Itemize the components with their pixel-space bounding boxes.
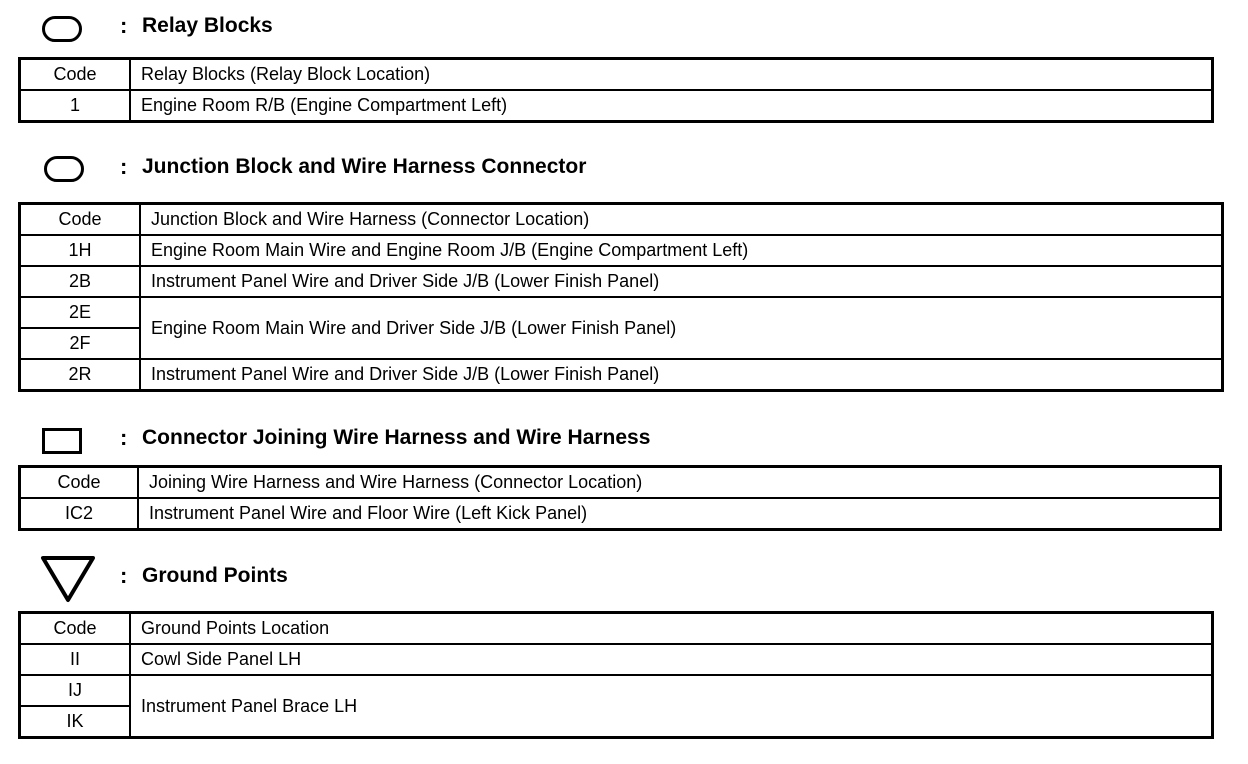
table-row [20,90,1213,122]
row-code: 2E [20,297,141,328]
header-desc: Junction Block and Wire Harness (Connector Location) [140,204,1223,236]
ground-points-table [18,611,1214,739]
table-row [20,235,1223,266]
row-code: II [20,644,131,675]
table-row [20,266,1223,297]
row-desc: Instrument Panel Wire and Floor Wire (Left Kick Panel) [138,498,1221,530]
junction-block-table [18,202,1224,392]
row-desc: Engine Room Main Wire and Engine Room J/B (Engine Compartment Left) [140,235,1223,266]
section-title: Junction Block and Wire Harness Connector [142,155,587,178]
row-code: IK [20,706,131,738]
junction-block-symbol-icon [44,156,84,182]
connector-symbol-icon [42,428,82,454]
row-code: 2B [20,266,141,297]
header-code: Code [20,204,141,236]
row-desc: Engine Room Main Wire and Driver Side J/B (Lower Finish Panel) [140,297,1223,359]
row-code: 2R [20,359,141,391]
section-title: Connector Joining Wire Harness and Wire Harness [142,426,651,449]
row-desc: Instrument Panel Wire and Driver Side J/B (Lower Finish Panel) [140,359,1223,391]
row-desc: Instrument Panel Brace LH [130,675,1213,738]
table-header-row [20,204,1223,236]
table-header-row [20,467,1221,499]
row-code: 2F [20,328,141,359]
colon: : [120,563,128,588]
header-code: Code [20,467,139,499]
ground-point-triangle-icon [40,554,96,604]
colon: : [120,154,128,179]
connector-table [18,465,1222,531]
table-row [20,359,1223,391]
row-code: IJ [20,675,131,706]
relay-block-symbol-icon [42,16,82,42]
header-desc: Ground Points Location [130,613,1213,645]
colon: : [120,425,128,450]
table-row [20,644,1213,675]
table-row [20,297,1223,328]
row-code: IC2 [20,498,139,530]
table-header-row [20,59,1213,91]
section-title: Relay Blocks [142,14,273,37]
section-title: Ground Points [142,564,288,587]
colon: : [120,13,128,38]
header-code: Code [20,613,131,645]
header-desc: Joining Wire Harness and Wire Harness (Connector Location) [138,467,1221,499]
row-code: 1 [20,90,131,122]
table-row [20,675,1213,706]
row-code: 1H [20,235,141,266]
table-header-row [20,613,1213,645]
header-code: Code [20,59,131,91]
row-desc: Instrument Panel Wire and Driver Side J/B (Lower Finish Panel) [140,266,1223,297]
header-desc: Relay Blocks (Relay Block Location) [130,59,1213,91]
row-desc: Cowl Side Panel LH [130,644,1213,675]
relay-blocks-table [18,57,1214,123]
table-row [20,498,1221,530]
row-desc: Engine Room R/B (Engine Compartment Left) [130,90,1213,122]
